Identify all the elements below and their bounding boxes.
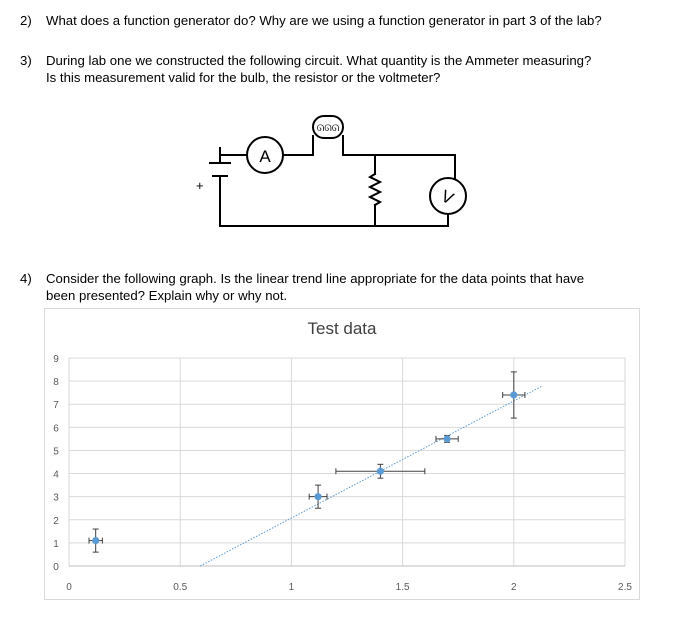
question-number: 4) (20, 271, 32, 286)
y-tick-label: 9 (53, 354, 59, 365)
bulb-icon (313, 116, 343, 138)
y-tick-label: 8 (53, 377, 59, 389)
x-tick-label: 1.5 (395, 582, 410, 593)
data-point (92, 537, 99, 544)
y-tick-label: 0 (53, 562, 59, 573)
chart-title: Test data (307, 319, 377, 338)
question-text-line: During lab one we constructed the following circuit. What quantity is the Ammeter measuring? (46, 53, 592, 68)
question-number: 2) (20, 13, 32, 28)
resistor-icon (370, 174, 380, 205)
circuit-diagram (190, 108, 480, 238)
x-tick-label: 0.5 (173, 582, 188, 593)
x-tick-label: 0 (66, 582, 72, 593)
y-tick-label: 3 (53, 492, 59, 504)
y-tick-label: 2 (53, 515, 59, 527)
battery-plus-label: + (196, 178, 204, 193)
battery-icon (196, 148, 230, 226)
chart-frame (45, 309, 640, 600)
question-text: What does a function generator do? Why are we using a function generator in part 3 of the lab? (46, 13, 602, 28)
x-tick-label: 2.5 (618, 582, 632, 593)
bulb-filament: ᘏᘏᘏ (316, 123, 340, 133)
ammeter-label: A (259, 147, 271, 166)
question-text (46, 270, 666, 304)
question-text (46, 52, 666, 86)
data-point (510, 391, 517, 398)
y-tick-label: 5 (53, 446, 59, 458)
x-tick-label: 1 (288, 582, 295, 593)
data-point (314, 493, 321, 500)
voltmeter-icon (430, 178, 466, 214)
voltmeter-label: V (438, 186, 457, 209)
question-text-line: been presented? Explain why or why not. (46, 288, 288, 303)
y-tick-label: 4 (53, 469, 59, 481)
data-point (377, 468, 384, 475)
x-tick-label: 2 (511, 582, 517, 593)
question-number: 3) (20, 53, 32, 68)
y-tick-label: 7 (53, 400, 59, 412)
y-tick-label: 6 (53, 423, 59, 435)
ammeter-icon (247, 137, 283, 173)
question-text-line: Consider the following graph. Is the linear trend line appropriate for the data points that have (46, 271, 585, 286)
question-text-line: Is this measurement valid for the bulb, the resistor or the voltmeter? (46, 70, 441, 85)
data-point (443, 435, 450, 442)
y-tick-label: 1 (53, 538, 59, 550)
scatter-chart (44, 308, 640, 600)
